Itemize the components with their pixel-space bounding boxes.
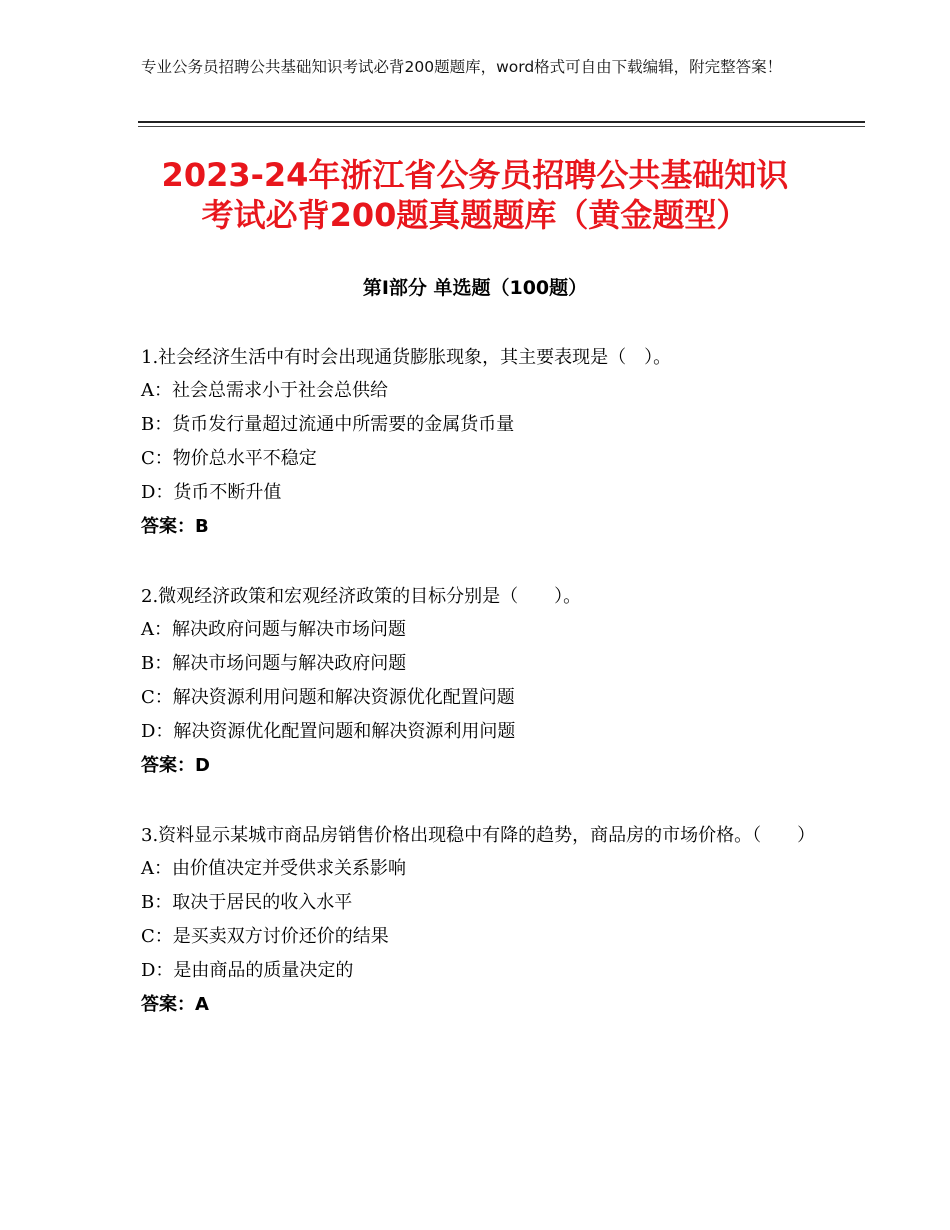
option-d: D：是由商品的质量决定的 — [141, 960, 354, 981]
answer: 答案：B — [141, 516, 209, 537]
question-stem: 3.资料显示某城市商品房销售价格出现稳中有降的趋势，商品房的市场价格。（ ） — [141, 825, 816, 846]
option-c: C：是买卖双方讨价还价的结果 — [141, 926, 389, 947]
option-a: A：由价值决定并受供求关系影响 — [141, 858, 406, 879]
option-b: B：取决于居民的收入水平 — [141, 892, 353, 913]
answer: 答案：A — [141, 994, 209, 1015]
question-2 — [141, 581, 821, 783]
document-title-line-2: 考试必背200题真题题库（黄金题型） — [201, 196, 749, 234]
header-divider-thin — [138, 126, 865, 127]
option-d: D：货币不断升值 — [141, 482, 282, 503]
question-stem: 1.社会经济生活中有时会出现通货膨胀现象，其主要表现是（ ）。 — [141, 347, 672, 368]
header-note: 专业公务员招聘公共基础知识考试必背200题题库，word格式可自由下载编辑，附完整答案！ — [141, 58, 783, 76]
option-d: D：解决资源优化配置问题和解决资源利用问题 — [141, 721, 516, 742]
option-c: C：物价总水平不稳定 — [141, 448, 317, 469]
question-3 — [141, 820, 821, 1022]
header-divider — [138, 121, 865, 123]
option-a: A：社会总需求小于社会总供给 — [141, 380, 388, 401]
option-a: A：解决政府问题与解决市场问题 — [141, 619, 406, 640]
option-b: B：货币发行量超过流通中所需要的金属货币量 — [141, 414, 515, 435]
section-title: 第Ⅰ部分 单选题（100题） — [362, 277, 588, 299]
option-c: C：解决资源利用问题和解决资源优化配置问题 — [141, 687, 515, 708]
question-1 — [141, 342, 821, 544]
answer: 答案：D — [141, 755, 210, 776]
document-title — [100, 155, 850, 235]
option-b: B：解决市场问题与解决政府问题 — [141, 653, 407, 674]
document-title-line-1: 2023-24年浙江省公务员招聘公共基础知识 — [161, 156, 789, 194]
question-stem: 2.微观经济政策和宏观经济政策的目标分别是（ ）。 — [141, 586, 582, 607]
